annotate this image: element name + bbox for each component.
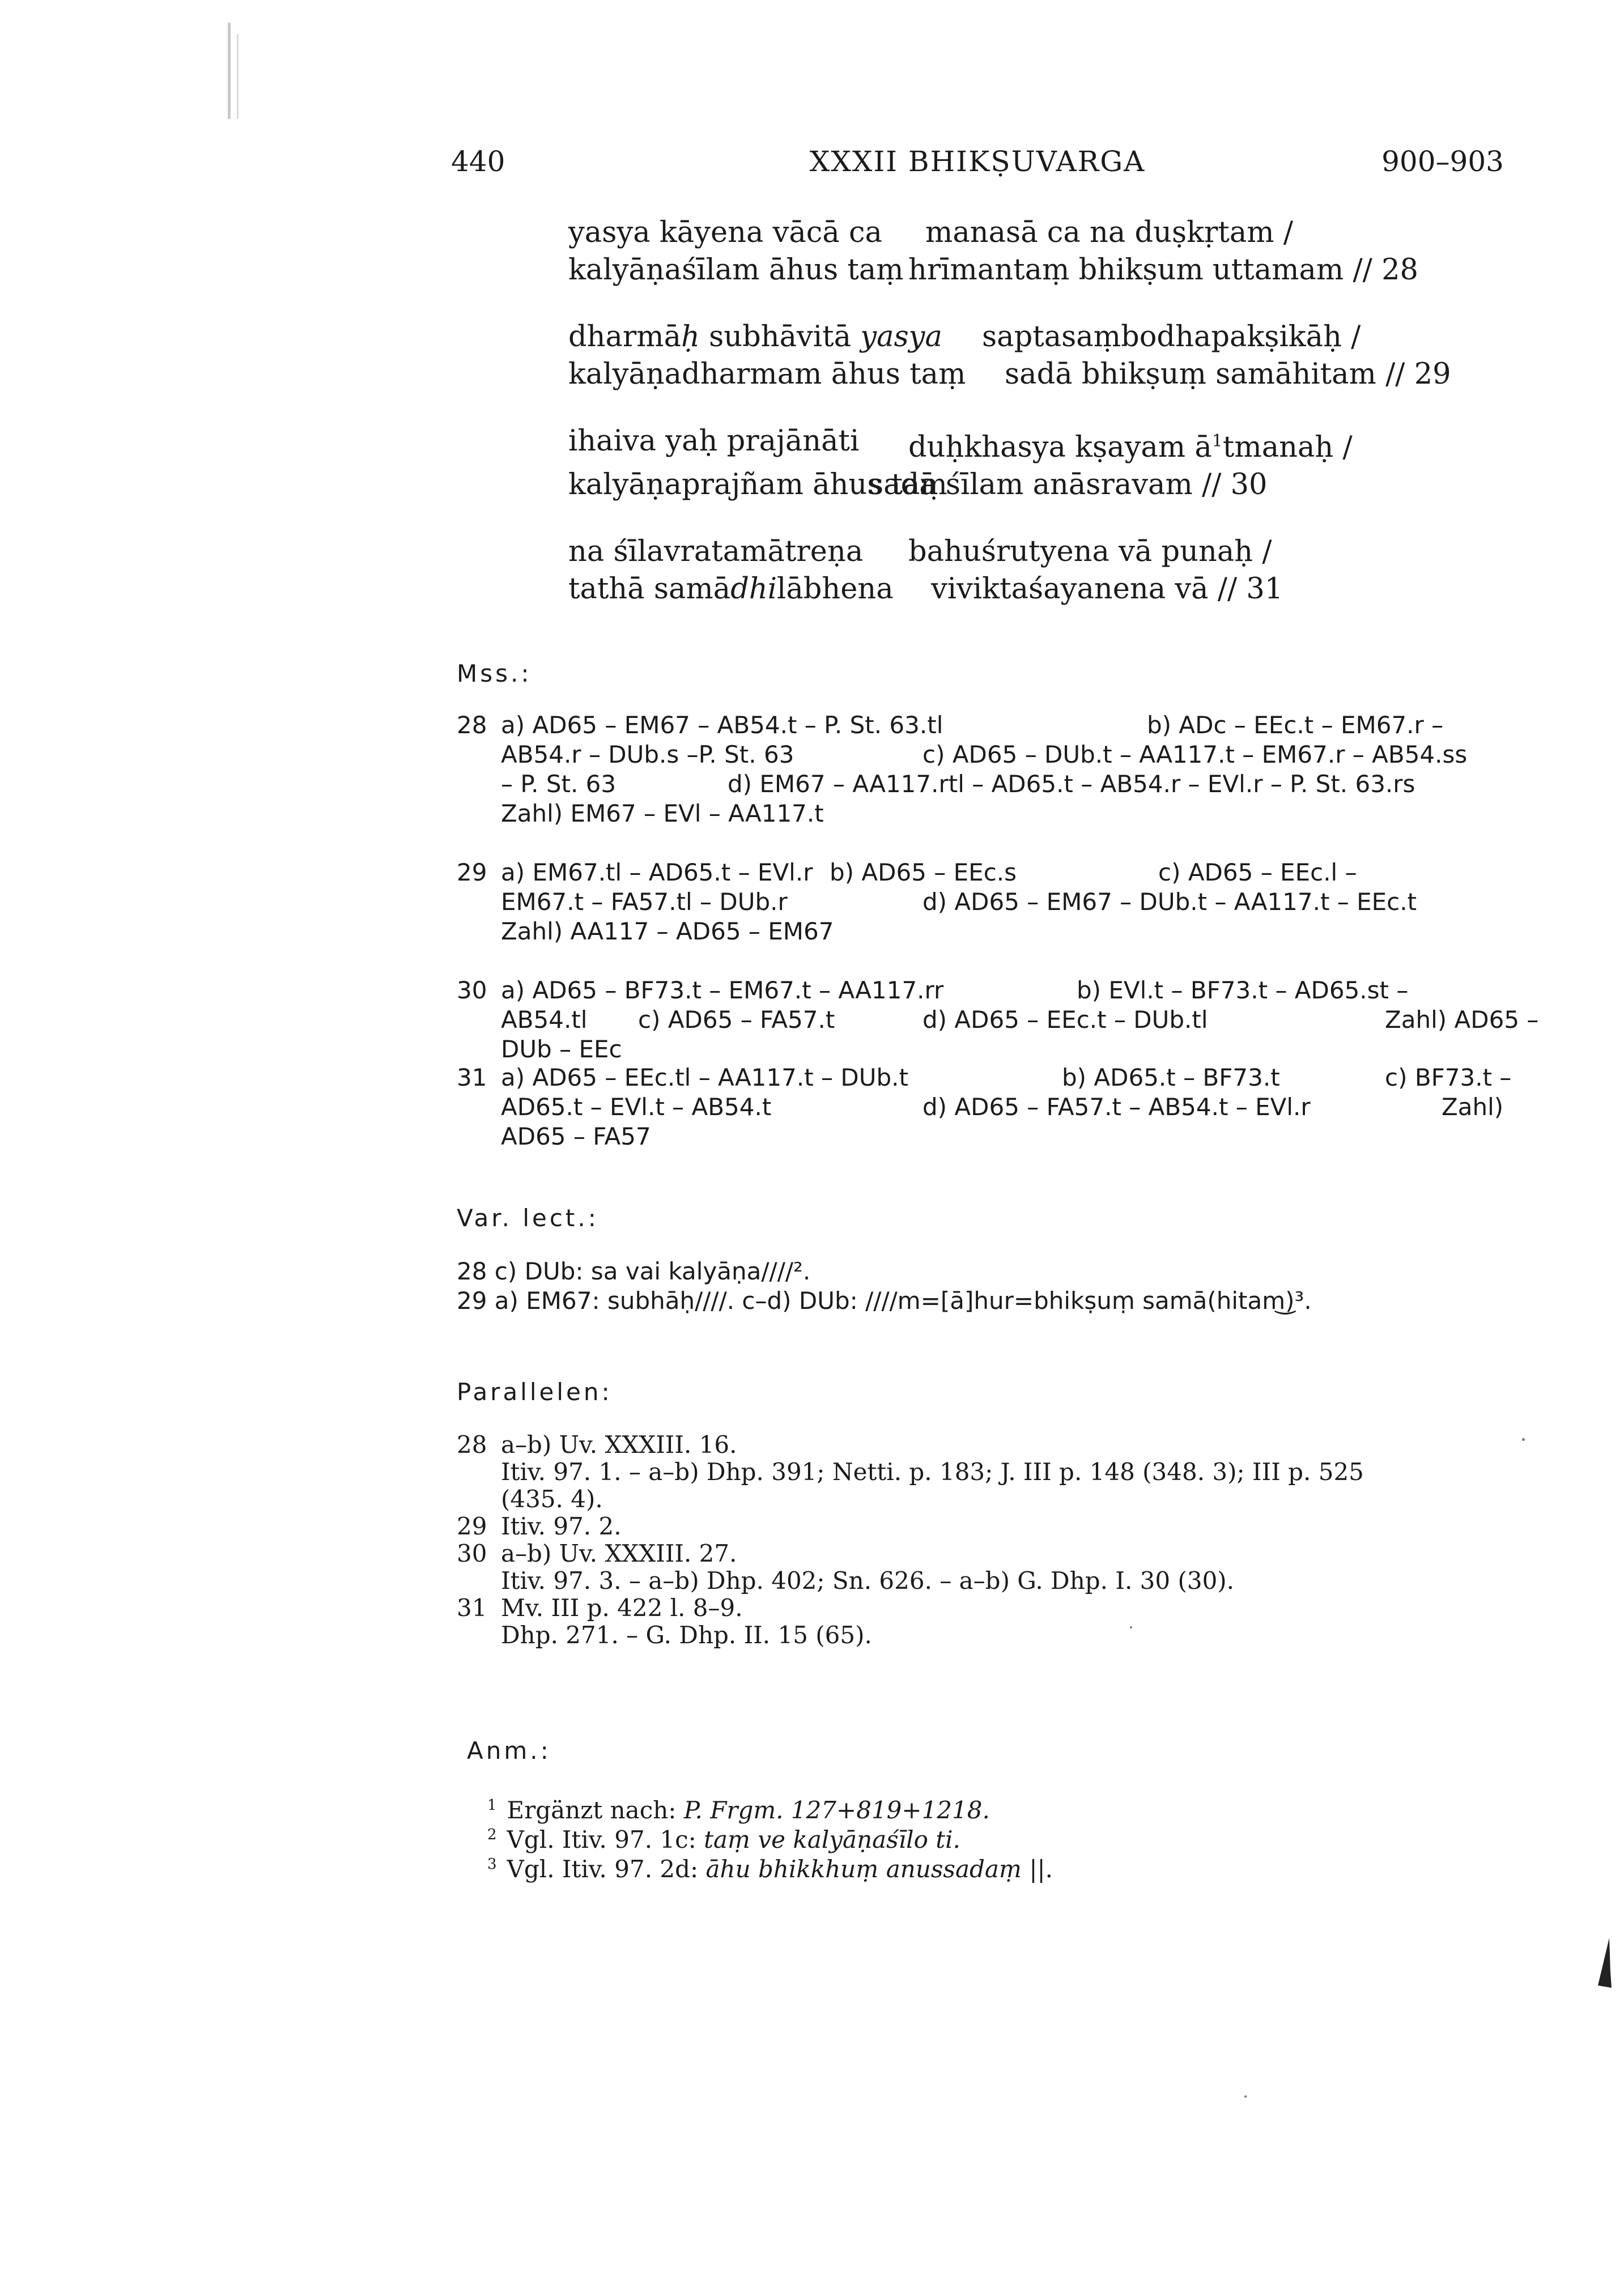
verse-range: 900–903 bbox=[1381, 145, 1504, 178]
verse-number: 28 bbox=[457, 711, 487, 739]
stanza-30 bbox=[568, 423, 1451, 504]
var-lect-line: 28 c) DUb: sa vai kalyāṇa////². bbox=[457, 1257, 811, 1285]
mss-cell: AD65.t – EVl.t – AB54.t bbox=[501, 1093, 772, 1121]
pada: saptasaṃbodhapakṣikāḥ / bbox=[982, 320, 1361, 354]
mss-cell: DUb – EEc bbox=[501, 1035, 622, 1063]
var-lect-label: Var. lect.: bbox=[457, 1204, 599, 1232]
pada: viviktaśayanena vā // 31 bbox=[931, 572, 1283, 606]
parallel-line: 31 Mv. III p. 422 l. 8–9. bbox=[457, 1594, 743, 1622]
scan-speck bbox=[1130, 1626, 1132, 1629]
mss-row bbox=[501, 769, 1514, 799]
mss-row bbox=[501, 711, 1514, 740]
mss-row bbox=[501, 858, 1514, 887]
mss-row bbox=[501, 1122, 1514, 1151]
verse-number: 30 bbox=[457, 976, 487, 1004]
pada: hrīmantaṃ bhikṣum uttamam // 28 bbox=[908, 253, 1418, 287]
pada: sadā bhikṣuṃ samāhitam // 29 bbox=[1005, 358, 1451, 391]
pada: bahuśrutyena vā punaḥ / bbox=[908, 535, 1272, 568]
mss-cell: a) AD65 – BF73.t – EM67.t – AA117.rr bbox=[501, 976, 944, 1004]
verse-number: 31 bbox=[457, 1064, 487, 1091]
parallel-line: Dhp. 271. – G. Dhp. II. 15 (65). bbox=[501, 1621, 872, 1649]
pada: dharmāḥ subhāvitā yasya bbox=[568, 320, 942, 354]
verse-block bbox=[568, 214, 1451, 637]
footnote-1: $^1$ Ergänzt nach: P. Frgm. 127+819+1218. bbox=[487, 1796, 990, 1824]
mss-cell: AD65 – FA57 bbox=[501, 1123, 651, 1150]
mss-cell: d) AD65 – FA57.t – AB54.t – EVl.r bbox=[922, 1093, 1311, 1121]
pada: na śīlavratamātreṇa bbox=[568, 535, 864, 568]
parallel-line: Itiv. 97. 1. – a–b) Dhp. 391; Netti. p. 183; J. III p. 148 (348. 3); III p. 525 bbox=[501, 1458, 1364, 1486]
scan-speck bbox=[1244, 2095, 1247, 2098]
stanza-31 bbox=[568, 533, 1451, 608]
parallel-line: 29 Itiv. 97. 2. bbox=[457, 1512, 622, 1540]
mss-row bbox=[501, 1035, 1514, 1064]
stanza-28 bbox=[568, 214, 1451, 289]
stanza-29 bbox=[568, 318, 1451, 393]
mss-entry-28 bbox=[457, 711, 1514, 828]
mss-cell: – P. St. 63 bbox=[501, 770, 617, 798]
scan-mark bbox=[1597, 1938, 1614, 1989]
pada: tathā samādhilābhena bbox=[568, 572, 894, 606]
pada: sadā śīlam anāsravam // 30 bbox=[869, 468, 1268, 501]
mss-row bbox=[501, 1063, 1514, 1092]
footnote-3: $^3$ Vgl. Itiv. 97. 2d: āhu bhikkhuṃ anussadaṃ ||. bbox=[487, 1855, 1053, 1883]
footnote-2: $^2$ Vgl. Itiv. 97. 1c: taṃ ve kalyāṇaśīlo ti. bbox=[487, 1826, 960, 1853]
mss-cell: d) AD65 – EEc.t – DUb.tl bbox=[922, 1006, 1208, 1034]
mss-cell: a) AD65 – EEc.tl – AA117.t – DUb.t bbox=[501, 1064, 908, 1091]
mss-entry-31 bbox=[457, 1063, 1514, 1151]
mss-cell: Zahl) bbox=[1442, 1093, 1504, 1121]
running-header bbox=[451, 145, 1504, 190]
mss-cell: a) EM67.tl – AD65.t – EVl.r bbox=[501, 858, 813, 886]
pada: ihaiva yaḥ prajānāti bbox=[568, 424, 860, 458]
scan-speck bbox=[1522, 1438, 1525, 1441]
mss-cell: c) AD65 – FA57.t bbox=[638, 1006, 835, 1034]
verse-number: 29 bbox=[457, 858, 487, 886]
parallel-line: (435. 4). bbox=[501, 1485, 603, 1513]
pada: kalyāṇadharmam āhus taṃ bbox=[568, 358, 966, 391]
parallel-entries bbox=[457, 1431, 1364, 1649]
mss-row bbox=[501, 1092, 1514, 1122]
mss-cell: EM67.t – FA57.tl – DUb.r bbox=[501, 888, 788, 916]
mss-entry-29 bbox=[457, 858, 1514, 946]
mss-cell: c) BF73.t – bbox=[1385, 1064, 1512, 1091]
mss-cell: d) EM67 – AA117.rtl – AD65.t – AB54.r – EVl.r – P. St. 63.rs bbox=[728, 770, 1415, 798]
mss-row bbox=[501, 740, 1514, 769]
mss-row bbox=[501, 917, 1514, 946]
mss-cell: b) AD65.t – BF73.t bbox=[1062, 1064, 1280, 1091]
mss-cell: c) AD65 – EEc.l – bbox=[1158, 858, 1357, 886]
mss-row bbox=[501, 1005, 1539, 1035]
mss-cell: b) ADc – EEc.t – EM67.r – bbox=[1147, 711, 1444, 739]
pada: duḥkhasya kṣayam $ā^1tmanaḥ$ / bbox=[908, 431, 1353, 464]
mss-cell: Zahl) AD65 – bbox=[1385, 1006, 1539, 1034]
mss-cell: AB54.r – DUb.s –P. St. 63 bbox=[501, 741, 794, 768]
scan-mark bbox=[228, 23, 231, 119]
parallel-line: Itiv. 97. 3. – a–b) Dhp. 402; Sn. 626. – a–b) G. Dhp. I. 30 (30). bbox=[501, 1567, 1235, 1595]
scan-mark bbox=[237, 34, 239, 119]
mss-cell: c) AD65 – DUb.t – AA117.t – EM67.r – AB54.ss bbox=[922, 741, 1468, 768]
mss-row bbox=[501, 887, 1514, 917]
mss-cell: Zahl) AA117 – AD65 – EM67 bbox=[501, 917, 834, 945]
mss-row bbox=[501, 799, 1514, 828]
chapter-title: XXXII BHIKṢUVARGA bbox=[809, 145, 1146, 178]
pada: yasya kāyena vācā ca bbox=[568, 216, 882, 249]
mss-entry-30 bbox=[457, 976, 1539, 1064]
page-number: 440 bbox=[451, 145, 505, 178]
mss-label: Mss.: bbox=[457, 660, 532, 687]
mss-row bbox=[501, 976, 1514, 1005]
mss-cell: a) AD65 – EM67 – AB54.t – P. St. 63.tl bbox=[501, 711, 943, 739]
mss-cell: d) AD65 – EM67 – DUb.t – AA117.t – EEc.t bbox=[922, 888, 1417, 916]
mss-cell: b) AD65 – EEc.s bbox=[830, 858, 1017, 886]
pada: kalyāṇaprajñam āhus taṃ bbox=[568, 468, 947, 501]
pada: kalyāṇaśīlam āhus taṃ bbox=[568, 253, 904, 287]
var-lect-line: 29 a) EM67: subhāḥ////. c–d) DUb: ////m=[ā]hur=bhikṣuṃ samā(hitam͜)³. bbox=[457, 1287, 1312, 1315]
parallelen-label: Parallelen: bbox=[457, 1378, 613, 1406]
mss-cell: b) EVl.t – BF73.t – AD65.st – bbox=[1077, 976, 1409, 1004]
parallel-line: 30 a–b) Uv. XXXIII. 27. bbox=[457, 1540, 737, 1567]
mss-cell: Zahl) EM67 – EVl – AA117.t bbox=[501, 800, 824, 827]
pada: manasā ca na duṣkṛtam / bbox=[925, 216, 1294, 249]
anm-label: Anm.: bbox=[467, 1737, 551, 1764]
mss-cell: AB54.tl bbox=[501, 1006, 588, 1034]
parallel-line: 28 a–b) Uv. XXXIII. 16. bbox=[457, 1431, 737, 1459]
